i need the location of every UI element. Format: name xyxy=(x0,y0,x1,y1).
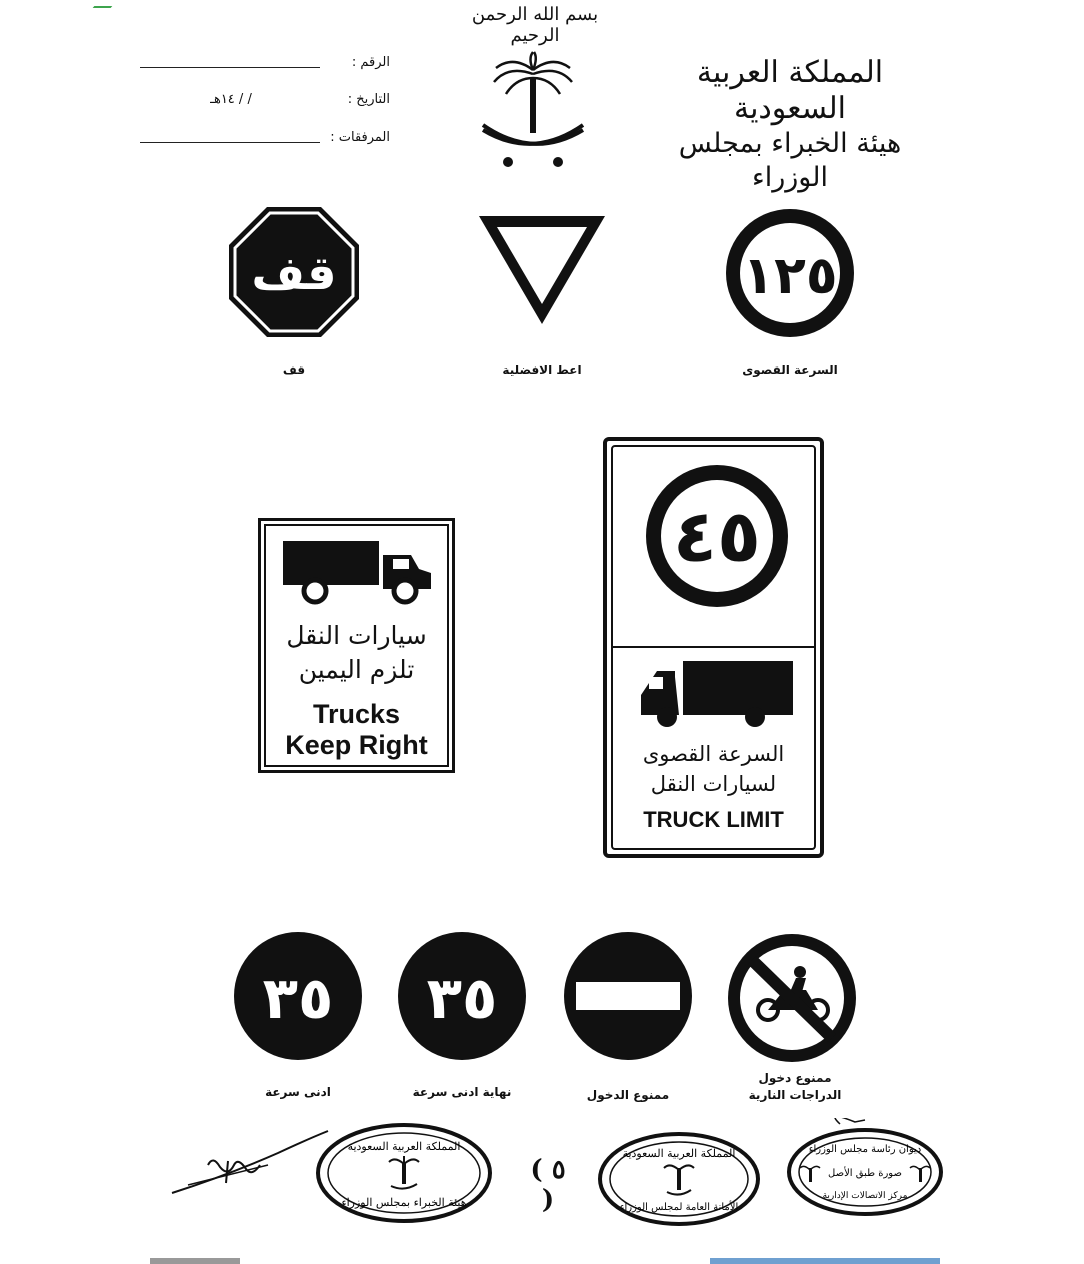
minimum-speed-sign xyxy=(232,930,364,1062)
trucks-keep-right-sign xyxy=(258,518,455,773)
palm-emblem-icon xyxy=(800,1166,820,1182)
truck-icon xyxy=(635,659,797,731)
seal1-top-text: المملكة العربية السعودية xyxy=(347,1140,461,1153)
authority-name: هيئة الخبراء بمجلس الوزراء xyxy=(678,128,902,193)
seal2-top-text: المملكة العربية السعودية xyxy=(622,1147,736,1160)
issuer-header xyxy=(640,55,940,195)
truck-icon xyxy=(279,535,435,605)
no-entry-sign xyxy=(562,930,694,1062)
speed-limit-125-sign xyxy=(722,205,858,341)
date-label: التاريخ : xyxy=(347,92,390,107)
minimum-speed-text: ٣٥ xyxy=(262,964,334,1032)
seal3-mid-text: صورة طبق الأصل xyxy=(828,1168,902,1179)
saudi-emblem-icon xyxy=(478,50,588,175)
yield-sign xyxy=(475,212,609,330)
no-motorcycles-caption-line2: الدراجات النارية xyxy=(748,1088,842,1102)
speed-limit-caption: السرعة القصوى xyxy=(742,363,838,377)
date-value: / / ١٤هـ xyxy=(210,92,252,107)
reference-label: الرقم : xyxy=(351,55,390,70)
minimum-speed-caption: ادنى سرعة xyxy=(265,1085,331,1099)
attachments-label: المرفقات : xyxy=(330,130,390,145)
attachments-line xyxy=(140,142,320,143)
no-motorcycles-sign xyxy=(722,930,862,1066)
truck-limit-english: TRUCK LIMIT xyxy=(643,807,784,832)
scan-artifact-mark xyxy=(93,0,118,8)
trucks-arabic-line1: سيارات النقل xyxy=(286,621,427,650)
truck-limit-arabic-line2: لسيارات النقل xyxy=(650,772,777,796)
trucks-english-line2: Keep Right xyxy=(285,730,428,760)
no-motorcycles-caption-line1: ممنوع دخول xyxy=(758,1071,832,1085)
kingdom-name: المملكة العربية السعودية xyxy=(696,55,884,126)
seal3-bottom-text: مركز الاتصالات الإدارية xyxy=(822,1191,908,1201)
trucks-english-line1: Trucks xyxy=(312,699,401,729)
stop-sign xyxy=(227,205,361,339)
palm-emblem-icon xyxy=(664,1165,694,1194)
speed-limit-45-roundel xyxy=(642,461,792,611)
no-entry-caption: ممنوع الدخول xyxy=(586,1088,670,1102)
seal2-bottom-text: الأمانة العامة لمجلس الوزراء xyxy=(619,1202,739,1213)
attachments-field xyxy=(140,130,390,152)
reference-field xyxy=(140,55,390,77)
trucks-arabic-line2: تلزم اليمين xyxy=(298,655,415,684)
seal1-bottom-text: هيئة الخبراء بمجلس الوزراء xyxy=(341,1196,467,1209)
scan-artifact-strip xyxy=(710,1258,940,1264)
yield-sign-caption: اعط الافضلية xyxy=(502,363,582,377)
truck-limit-sign xyxy=(603,437,824,858)
date-field xyxy=(140,92,390,114)
scan-artifact-strip xyxy=(150,1258,240,1264)
bismillah-header: بسم الله الرحمن الرحيم xyxy=(471,4,599,46)
speed-limit-125-text: ١٢٥ xyxy=(742,246,838,306)
reference-line xyxy=(140,67,320,68)
stop-sign-text: قف xyxy=(251,246,337,300)
official-seal-1 xyxy=(315,1122,493,1224)
truck-limit-number: ٤٥ xyxy=(673,494,761,578)
end-minimum-speed-text: ٣٥ xyxy=(426,964,498,1032)
certified-copy-seal xyxy=(785,1118,945,1218)
truck-limit-divider xyxy=(613,646,814,648)
truck-limit-arabic-line1: السرعة القصوى xyxy=(642,742,785,766)
seal3-top-text: ديوان رئاسة مجلس الوزراء xyxy=(808,1144,922,1155)
end-minimum-speed-sign xyxy=(396,930,528,1062)
stop-sign-caption: قف xyxy=(282,363,306,377)
palm-emblem-icon xyxy=(910,1166,930,1182)
end-minimum-speed-caption: نهاية ادنى سرعة xyxy=(412,1085,512,1099)
page-number: ( ٥ ) xyxy=(530,1155,566,1215)
official-seal-2 xyxy=(597,1130,761,1228)
handwritten-signature xyxy=(168,1125,333,1200)
no-motorcycles-caption xyxy=(740,1070,850,1104)
palm-emblem-icon xyxy=(389,1156,419,1189)
